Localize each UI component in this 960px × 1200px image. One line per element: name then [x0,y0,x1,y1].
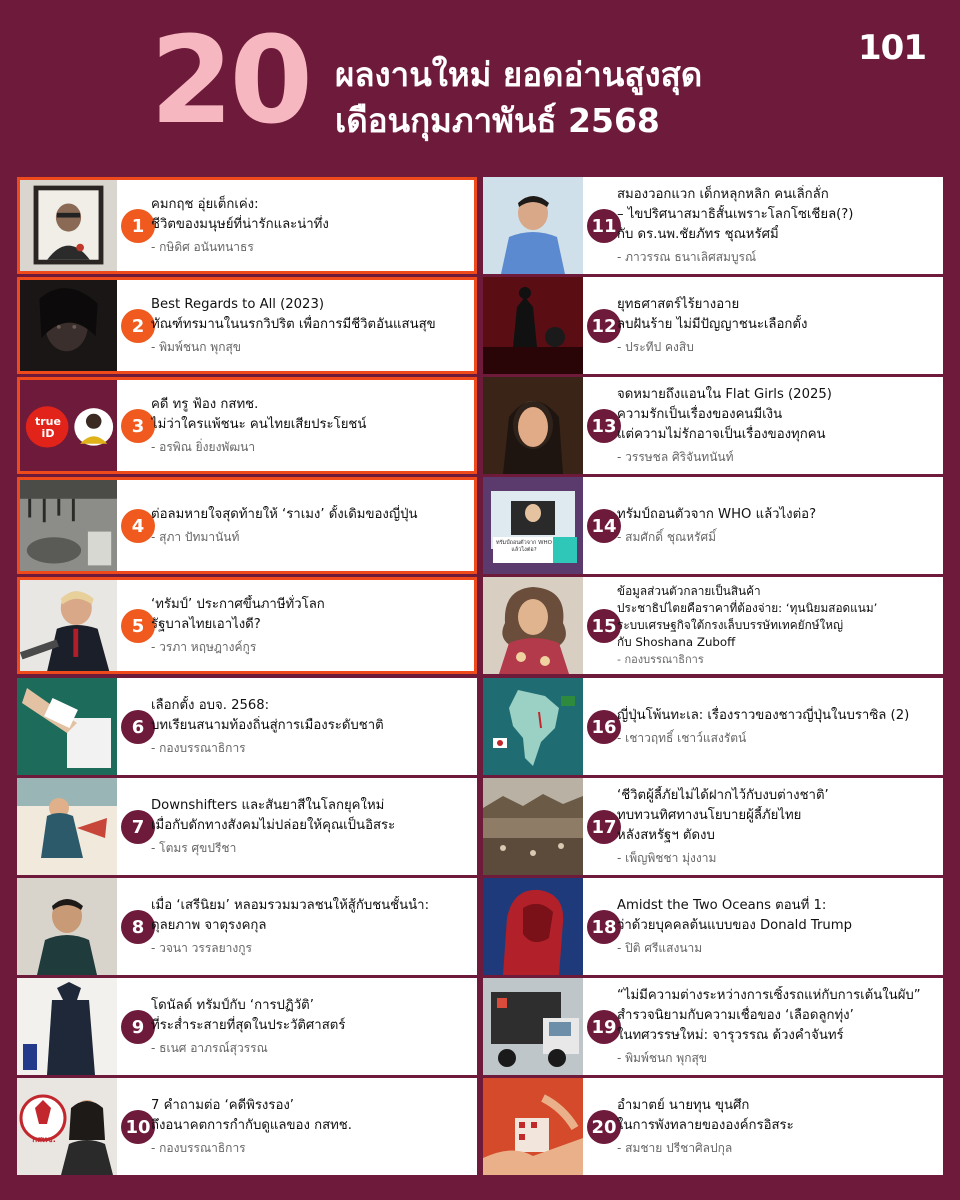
article-author: - ประทีป คงสิบ [617,339,694,354]
article-card-15[interactable] [483,577,943,674]
thumbnail-image [20,480,117,571]
article-text [617,177,935,274]
article-card-7[interactable] [17,778,477,875]
article-author: - กองบรรณาธิการ [617,653,704,666]
article-card-6[interactable] [17,678,477,775]
thumbnail-image [483,377,583,474]
article-text [151,480,466,571]
article-text [151,978,469,1075]
header [0,0,960,170]
article-card-14[interactable] [483,477,943,574]
thumbnail-image [17,1078,117,1175]
thumbnail-image [17,878,117,975]
article-title-line: เลือกตั้ง อบจ. 2568: [151,697,270,713]
article-text [617,678,935,775]
article-title-line: สำรวจนิยามกับความเชื่อของ ‘เลือดลูกทุ่ง’ [617,1007,854,1023]
article-card-4[interactable] [17,477,477,574]
rank-badge: 13 [587,409,621,443]
article-card-16[interactable] [483,678,943,775]
article-text [151,280,466,371]
article-title-line: ยุทธศาสตร์ไร้ยางอาย [617,296,740,312]
rank-badge: 7 [121,810,155,844]
article-title-line: 7 คำถามต่อ ‘คดีพิรงรอง’ [151,1097,294,1113]
thumbnail-image [17,778,117,875]
article-card-13[interactable] [483,377,943,474]
article-title-line: กับ Shoshana Zuboff [617,635,736,649]
article-card-19[interactable] [483,978,943,1075]
article-author: - ภาวรรณ ธนาเลิศสมบูรณ์ [617,249,757,264]
rank-badge: 12 [587,309,621,343]
rank-badge: 10 [121,1110,155,1144]
article-text [617,1078,935,1175]
thumbnail-image [483,277,583,374]
article-title-line: ญี่ปุ่นโพ้นทะเล: เรื่องราวของชาวญี่ปุ่นในบราซิล (2) [617,707,910,723]
article-title-line: ไม่ว่าใครแพ้ชนะ คนไทยเสียประโยชน์ [151,416,367,432]
article-author: - พิมพ์ชนก พุกสุข [151,339,242,354]
article-author: - กองบรรณาธิการ [151,1140,246,1155]
article-title-line: เมื่อกับดักทางสังคมไม่ปล่อยให้คุณเป็นอิสระ [151,817,396,833]
article-title-line: ระบบเศรษฐกิจใต้กรงเล็บบรรษัทเทคยักษ์ใหญ่ [617,618,844,632]
big-number: 20 [150,12,309,151]
article-author: - สมศักดิ์ ชุณหรัศมิ์ [617,529,717,544]
rank-badge: 16 [587,710,621,744]
article-text [151,778,469,875]
thumbnail-image [17,678,117,775]
rank-badge: 6 [121,710,155,744]
article-title-line: ในการพังทลายขององค์กรอิสระ [617,1117,794,1133]
thumbnail-image [20,380,117,471]
article-author: - วจนา วรรลยางกูร [151,940,252,955]
article-card-5[interactable] [17,577,477,674]
article-title-line: เมื่อ ‘เสรีนิยม’ หลอมรวมมวลชนให้สู้กับชนชั้นนำ: [151,897,430,913]
article-title-line: ทรัมป์ถอนตัวจาก WHO แล้วไงต่อ? [617,506,817,522]
rank-badge: 2 [121,309,155,343]
article-text [151,678,469,775]
article-title-line: ในทศวรรษใหม่: จารุวรรณ ด้วงคำจันทร์ [617,1027,844,1043]
article-title-line: คดี ทรู ฟ้อง กสทช. [151,396,259,412]
article-author: - กษิดิศ อนันทนาธร [151,239,254,254]
article-author: - เชาวฤทธิ์ เชาว์แสงรัตน์ [617,730,747,745]
rank-badge: 9 [121,1010,155,1044]
thumbnail-image [483,477,583,574]
article-title-line: ประชาธิปไตยคือราคาที่ต้องจ่าย: ‘ทุนนิยมสอดแนม’ [617,601,878,615]
article-title-line: ที่ระส่ำระสายที่สุดในประวัติศาสตร์ [151,1017,346,1033]
article-title-line: Best Regards to All (2023) [151,296,324,312]
article-author: - เพ็ญพิชชา มุ่งงาม [617,850,717,865]
article-card-20[interactable] [483,1078,943,1175]
thumbnail-caption: ทรัมป์ถอนตัวจาก WHO แล้วไงต่อ? [495,540,553,553]
thumbnail-image [483,778,583,875]
rank-badge: 3 [121,409,155,443]
article-title-line: ‘ทรัมป์’ ประกาศขึ้นภาษีทั่วโลก [151,596,325,612]
article-author: - วรภา หฤษฎางค์กูร [151,639,257,654]
article-title-line: กับ ดร.นพ.ชัยภัทร ชุณหรัศมิ์ [617,226,779,242]
article-card-1[interactable] [17,177,477,274]
article-title-line: ข้อมูลส่วนตัวกลายเป็นสินค้า [617,584,761,598]
title-line-1: ผลงานใหม่ ยอดอ่านสูงสุด [335,55,703,94]
article-text [617,778,935,875]
article-text [151,878,469,975]
article-title-line: Amidst the Two Oceans ตอนที่ 1: [617,897,827,913]
rank-badge: 11 [587,209,621,243]
rank-badge: 4 [121,509,155,543]
article-author: - โตมร ศุขปรีชา [151,840,237,855]
thumbnail-image [483,1078,583,1175]
article-title-line: ชีวิตของมนุษย์ที่น่ารักและน่าทึ่ง [151,216,329,232]
article-card-12[interactable] [483,277,943,374]
article-text [617,477,935,574]
article-title-line: ดุลยภาพ จาตุรงคกุล [151,917,267,933]
rank-badge: 14 [587,509,621,543]
article-author: - พิมพ์ชนก พุกสุข [617,1050,708,1065]
rank-badge: 15 [587,609,621,643]
article-title-line: ต่อลมหายใจสุดท้ายให้ ‘ราเมง’ ดั้งเดิมของญี่ปุ่น [151,506,418,522]
article-card-18[interactable] [483,878,943,975]
page-title [335,52,702,144]
article-title-line: ถึงอนาคตการกำกับดูแลของ กสทช. [151,1117,352,1133]
article-text [617,377,935,474]
article-author: - ปิติ ศรีแสงนาม [617,940,703,955]
article-author: - ธเนศ อาภรณ์สุวรรณ [151,1040,268,1055]
article-author: - กองบรรณาธิการ [151,740,246,755]
article-title-line: Downshifters และสันยาสีในโลกยุคใหม่ [151,797,385,813]
nbtc-logo: กสทช. [32,1135,56,1144]
article-title-line: ว่าด้วยบุคคลต้นแบบของ Donald Trump [617,917,852,933]
thumbnail-image [483,678,583,775]
thumbnail-image [483,878,583,975]
article-title-line: รัฐบาลไทยเอาไงดี? [151,616,261,632]
article-text [151,180,466,271]
rank-badge: 17 [587,810,621,844]
article-title-line: โดนัลด์ ทรัมป์กับ ‘การปฏิวัติ’ [151,997,314,1013]
thumbnail-image [483,577,583,674]
rank-badge: 18 [587,910,621,944]
rank-badge: 1 [121,209,155,243]
thumbnail-image [483,978,583,1075]
article-title-line: ความรักเป็นเรื่องของคนมีเงิน [617,406,783,422]
article-title-line: – ไขปริศนาสมาธิสั้นเพราะโลกโซเชียล(?) [617,206,854,222]
article-title-line: ทบทวนทิศทางนโยบายผู้ลี้ภัยไทย [617,807,802,823]
article-author: - สมชาย ปรีชาศิลปกุล [617,1140,733,1155]
thumbnail-image [20,280,117,371]
thumbnail-image [483,177,583,274]
thumbnail-image [20,180,117,271]
rank-badge: 5 [121,609,155,643]
article-card-10[interactable] [17,1078,477,1175]
title-line-2: เดือนกุมภาพันธ์ 2568 [335,101,660,140]
article-author: - สุภา ปัทมานันท์ [151,529,240,544]
article-text [617,978,935,1075]
article-card-3[interactable] [17,377,477,474]
article-author: - วรรษชล ศิริจันทนันท์ [617,449,734,464]
article-card-9[interactable] [17,978,477,1075]
article-text [151,1078,469,1175]
thumbnail-image [20,580,117,671]
article-card-11[interactable] [483,177,943,274]
article-card-17[interactable] [483,778,943,875]
article-title-line: ทัณฑ์ทรมานในนรกวิปริต เพื่อการมีชีวิตอันแสนสุข [151,316,436,332]
article-title-line: หลังสหรัฐฯ ตัดงบ [617,827,715,843]
article-text [617,577,935,674]
logo: 101 [858,28,926,68]
true-id-logo: true iD [35,415,61,440]
article-text [617,277,935,374]
article-title-line: ลบฝันร้าย ไม่มีปัญญาชนะเลือกตั้ง [617,316,808,332]
article-text [151,580,466,671]
article-title-line: สมองวอกแวก เด็กหลุกหลิก คนเลิ่กลั่ก [617,186,829,202]
article-card-2[interactable] [17,277,477,374]
article-title-line: บทเรียนสนามท้องถิ่นสู่การเมืองระดับชาติ [151,717,384,733]
article-title-line: แต่ความไม่รักอาจเป็นเรื่องของทุกคน [617,426,826,442]
article-text [617,878,935,975]
rank-badge: 8 [121,910,155,944]
article-title-line: อำมาตย์ นายทุน ขุนศึก [617,1097,750,1113]
article-author: - อรพิณ ยิ่งยงพัฒนา [151,439,256,454]
thumbnail-image [17,978,117,1075]
article-text [151,380,466,471]
rank-badge: 20 [587,1110,621,1144]
article-title-line: จดหมายถึงแอนใน Flat Girls (2025) [617,386,832,402]
article-title-line: “ไม่มีความต่างระหว่างการเซิ้งรถแห่กับการเต้นในผับ” [617,987,921,1003]
article-title-line: คมกฤช อุ่ยเต็กเค่ง: [151,196,259,212]
article-title-line: ‘ชีวิตผู้ลี้ภัยไม่ได้ฝากไว้กับงบต่างชาติ’ [617,787,829,803]
article-card-8[interactable] [17,878,477,975]
rank-badge: 19 [587,1010,621,1044]
